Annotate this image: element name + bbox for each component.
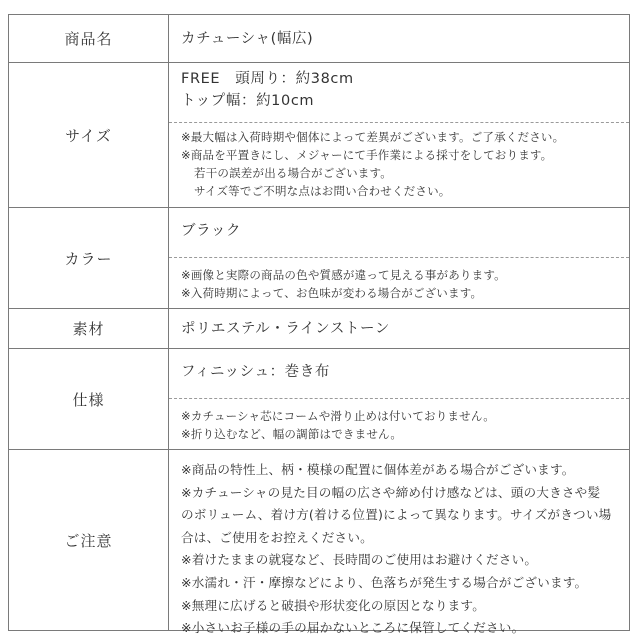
value-cell-size — [169, 63, 629, 207]
size-values — [169, 68, 629, 112]
caution-note: ※商品の特性上、柄・模様の配置に個体差がある場合がございます。 — [181, 462, 575, 477]
caution-note: ※小さいお子様の手の届かないところに保管してください。 — [181, 620, 525, 636]
caution-note: ※無理に広げると破損や形状変化の原因となります。 — [181, 597, 486, 613]
row-product-name — [9, 15, 629, 63]
label-material: 素材 — [9, 309, 169, 348]
label-size: サイズ — [9, 63, 169, 207]
color-note: ※入荷時期によって、お色味が変わる場合がございます。 — [181, 286, 483, 300]
size-note: サイズ等でご不明な点はお問い合わせください。 — [194, 184, 451, 198]
color-note: ※画像と実際の商品の色や質感が違って見える事があります。 — [181, 268, 506, 282]
label-spec: 仕様 — [9, 349, 169, 449]
row-size — [9, 63, 629, 208]
caution-note: ※水濡れ・汗・摩擦などにより、色落ちが発生する場合がございます。 — [181, 574, 588, 590]
caution-note: のボリューム、着け方(着ける位置)によって異なります。サイズがきつい場 — [181, 507, 612, 523]
product-name-value: カチューシャ(幅広) — [181, 31, 314, 47]
caution-notes — [169, 459, 629, 640]
size-note: ※商品を平置きにし、メジャーにて手作業による採寸をしております。 — [181, 148, 553, 162]
value-cell-material — [169, 309, 629, 348]
product-spec-table — [8, 14, 630, 636]
size-note: 若干の誤差が出る場合がございます。 — [194, 166, 392, 180]
color-notes — [169, 257, 629, 308]
spec-value: フィニッシュ：巻き布 — [181, 364, 330, 380]
row-material — [9, 309, 629, 349]
caution-note: 合は、ご使用をお控えください。 — [181, 529, 373, 545]
label-product-name: 商品名 — [9, 15, 169, 62]
label-caution: ご注意 — [9, 450, 169, 630]
size-top-width-line: トップ幅：約10cm — [181, 93, 315, 109]
color-value: ブラック — [181, 223, 242, 239]
row-spec — [9, 349, 629, 450]
value-cell-product-name — [169, 15, 629, 62]
row-color — [9, 208, 629, 309]
spec-note: ※折り込むなど、幅の調節はできません。 — [181, 427, 403, 441]
spec-note: ※カチューシャ芯にコームや滑り止めは付いておりません。 — [181, 409, 495, 423]
size-free-line: FREE 頭周り：約38cm — [181, 71, 354, 87]
label-color: カラー — [9, 208, 169, 308]
caution-note: ※カチューシャの見た目の幅の広さや締め付け感などは、頭の大きさや髪 — [181, 484, 601, 500]
material-value: ポリエステル・ラインストーン — [181, 321, 390, 337]
size-notes — [169, 122, 629, 207]
value-cell-caution — [169, 450, 629, 636]
row-caution — [9, 450, 629, 636]
value-cell-spec — [169, 349, 629, 449]
size-note: ※最大幅は入荷時期や個体によって差異がございます。ご了承ください。 — [181, 130, 565, 144]
value-cell-color — [169, 208, 629, 308]
spec-notes — [169, 398, 629, 449]
caution-note: ※着けたままの就寝など、長時間のご使用はお避けください。 — [181, 552, 538, 568]
